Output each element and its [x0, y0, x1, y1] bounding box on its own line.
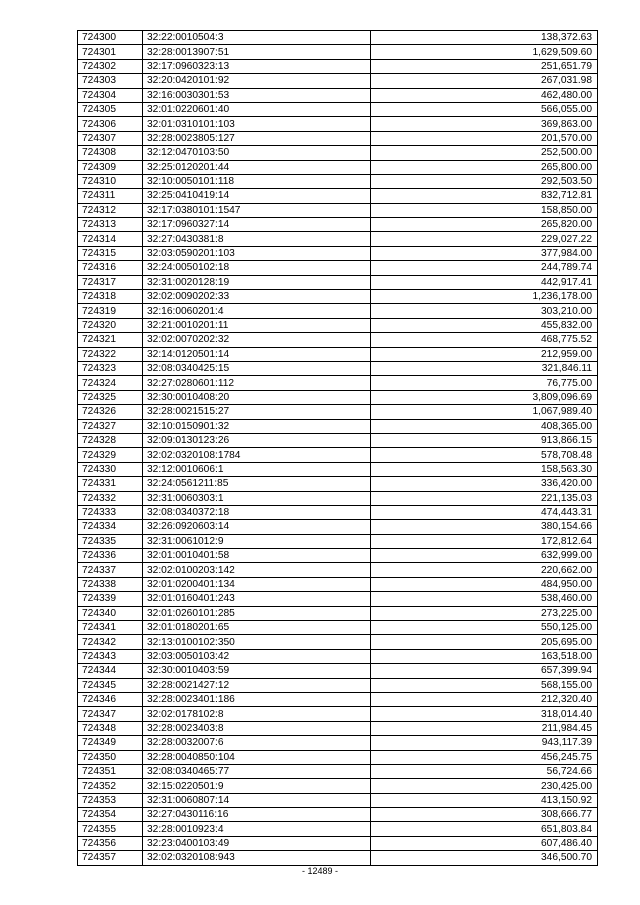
table-row — [78, 721, 598, 735]
table-row — [78, 333, 598, 347]
cadastral-number-cell: 32:30:0010408:20 — [143, 390, 371, 404]
amount-cell: 336,420.00 — [371, 477, 598, 491]
table-row — [78, 678, 598, 692]
cadastral-number-cell: 32:22:0010504:3 — [143, 31, 371, 45]
record-id-cell: 724322 — [78, 347, 143, 361]
record-id-cell: 724354 — [78, 808, 143, 822]
table-row — [78, 692, 598, 706]
cadastral-number-cell: 32:03:0050103:42 — [143, 649, 371, 663]
cadastral-number-cell: 32:10:0050101:118 — [143, 174, 371, 188]
record-id-cell: 724340 — [78, 606, 143, 620]
record-id-cell: 724345 — [78, 678, 143, 692]
table-row — [78, 347, 598, 361]
amount-cell: 230,425.00 — [371, 779, 598, 793]
table-row — [78, 203, 598, 217]
cadastral-number-cell: 32:08:0340372:18 — [143, 505, 371, 519]
amount-cell: 550,125.00 — [371, 621, 598, 635]
cadastral-number-cell: 32:10:0150901:32 — [143, 419, 371, 433]
amount-cell: 292,503.50 — [371, 174, 598, 188]
record-id-cell: 724357 — [78, 851, 143, 865]
record-id-cell: 724313 — [78, 218, 143, 232]
record-id-cell: 724336 — [78, 549, 143, 563]
cadastral-number-cell: 32:25:0410419:14 — [143, 189, 371, 203]
cadastral-number-cell: 32:01:0310101:103 — [143, 117, 371, 131]
table-row — [78, 505, 598, 519]
record-id-cell: 724338 — [78, 577, 143, 591]
record-id-cell: 724346 — [78, 692, 143, 706]
cadastral-number-cell: 32:31:0020128:19 — [143, 275, 371, 289]
cadastral-number-cell: 32:02:0070202:32 — [143, 333, 371, 347]
record-id-cell: 724321 — [78, 333, 143, 347]
cadastral-number-cell: 32:27:0430381:8 — [143, 232, 371, 246]
cadastral-number-cell: 32:24:0050102:18 — [143, 261, 371, 275]
table-row — [78, 174, 598, 188]
records-table — [77, 30, 598, 866]
record-id-cell: 724344 — [78, 664, 143, 678]
table-row — [78, 261, 598, 275]
amount-cell: 318,014.40 — [371, 707, 598, 721]
cadastral-number-cell: 32:23:0400103:49 — [143, 836, 371, 850]
cadastral-number-cell: 32:16:0030301:53 — [143, 88, 371, 102]
amount-cell: 566,055.00 — [371, 102, 598, 116]
record-id-cell: 724343 — [78, 649, 143, 663]
amount-cell: 408,365.00 — [371, 419, 598, 433]
amount-cell: 607,486.40 — [371, 836, 598, 850]
amount-cell: 201,570.00 — [371, 131, 598, 145]
table-row — [78, 520, 598, 534]
amount-cell: 138,372.63 — [371, 31, 598, 45]
cadastral-number-cell: 32:01:0160401:243 — [143, 592, 371, 606]
record-id-cell: 724323 — [78, 361, 143, 375]
amount-cell: 369,863.00 — [371, 117, 598, 131]
table-row — [78, 707, 598, 721]
record-id-cell: 724324 — [78, 376, 143, 390]
table-row — [78, 304, 598, 318]
record-id-cell: 724350 — [78, 750, 143, 764]
amount-cell: 265,820.00 — [371, 218, 598, 232]
amount-cell: 913,866.15 — [371, 433, 598, 447]
record-id-cell: 724335 — [78, 534, 143, 548]
table-row — [78, 808, 598, 822]
cadastral-number-cell: 32:28:0032007:6 — [143, 736, 371, 750]
amount-cell: 578,708.48 — [371, 448, 598, 462]
table-row — [78, 390, 598, 404]
record-id-cell: 724325 — [78, 390, 143, 404]
amount-cell: 651,803.84 — [371, 822, 598, 836]
amount-cell: 346,500.70 — [371, 851, 598, 865]
cadastral-number-cell: 32:28:0021427:12 — [143, 678, 371, 692]
amount-cell: 212,959.00 — [371, 347, 598, 361]
table-row — [78, 117, 598, 131]
amount-cell: 221,135.03 — [371, 491, 598, 505]
record-id-cell: 724339 — [78, 592, 143, 606]
record-id-cell: 724306 — [78, 117, 143, 131]
cadastral-number-cell: 32:16:0060201:4 — [143, 304, 371, 318]
cadastral-number-cell: 32:28:0010923:4 — [143, 822, 371, 836]
amount-cell: 413,150.92 — [371, 793, 598, 807]
amount-cell: 211,984.45 — [371, 721, 598, 735]
table-row — [78, 218, 598, 232]
table-row — [78, 59, 598, 73]
amount-cell: 1,236,178.00 — [371, 290, 598, 304]
record-id-cell: 724330 — [78, 462, 143, 476]
record-id-cell: 724351 — [78, 764, 143, 778]
amount-cell: 468,775.52 — [371, 333, 598, 347]
record-id-cell: 724327 — [78, 419, 143, 433]
cadastral-number-cell: 32:24:0561211:85 — [143, 477, 371, 491]
amount-cell: 267,031.98 — [371, 74, 598, 88]
table-row — [78, 462, 598, 476]
amount-cell: 321,846.11 — [371, 361, 598, 375]
table-row — [78, 433, 598, 447]
table-row — [78, 275, 598, 289]
record-id-cell: 724342 — [78, 635, 143, 649]
table-row — [78, 160, 598, 174]
amount-cell: 251,651.79 — [371, 59, 598, 73]
cadastral-number-cell: 32:20:0420101:92 — [143, 74, 371, 88]
record-id-cell: 724307 — [78, 131, 143, 145]
amount-cell: 158,563.30 — [371, 462, 598, 476]
record-id-cell: 724320 — [78, 318, 143, 332]
amount-cell: 252,500.00 — [371, 146, 598, 160]
record-id-cell: 724328 — [78, 433, 143, 447]
amount-cell: 538,460.00 — [371, 592, 598, 606]
table-row — [78, 376, 598, 390]
table-row — [78, 290, 598, 304]
table-row — [78, 592, 598, 606]
cadastral-number-cell: 32:27:0280601:112 — [143, 376, 371, 390]
table-row — [78, 45, 598, 59]
cadastral-number-cell: 32:01:0260101:285 — [143, 606, 371, 620]
table-row — [78, 606, 598, 620]
record-id-cell: 724353 — [78, 793, 143, 807]
record-id-cell: 724316 — [78, 261, 143, 275]
table-row — [78, 649, 598, 663]
amount-cell: 303,210.00 — [371, 304, 598, 318]
table-row — [78, 232, 598, 246]
amount-cell: 205,695.00 — [371, 635, 598, 649]
record-id-cell: 724301 — [78, 45, 143, 59]
record-id-cell: 724312 — [78, 203, 143, 217]
table-row — [78, 361, 598, 375]
amount-cell: 56,724.66 — [371, 764, 598, 778]
cadastral-number-cell: 32:01:0010401:58 — [143, 549, 371, 563]
amount-cell: 273,225.00 — [371, 606, 598, 620]
cadastral-number-cell: 32:02:0090202:33 — [143, 290, 371, 304]
table-row — [78, 246, 598, 260]
table-row — [78, 750, 598, 764]
cadastral-number-cell: 32:02:0320108:943 — [143, 851, 371, 865]
amount-cell: 484,950.00 — [371, 577, 598, 591]
record-id-cell: 724326 — [78, 405, 143, 419]
amount-cell: 474,443.31 — [371, 505, 598, 519]
record-id-cell: 724315 — [78, 246, 143, 260]
record-id-cell: 724337 — [78, 563, 143, 577]
cadastral-number-cell: 32:14:0120501:14 — [143, 347, 371, 361]
cadastral-number-cell: 32:01:0200401:134 — [143, 577, 371, 591]
record-id-cell: 724310 — [78, 174, 143, 188]
cadastral-number-cell: 32:15:0220501:9 — [143, 779, 371, 793]
amount-cell: 657,399.94 — [371, 664, 598, 678]
table-row — [78, 477, 598, 491]
record-id-cell: 724304 — [78, 88, 143, 102]
table-row — [78, 189, 598, 203]
table-row — [78, 577, 598, 591]
record-id-cell: 724302 — [78, 59, 143, 73]
amount-cell: 158,850.00 — [371, 203, 598, 217]
record-id-cell: 724332 — [78, 491, 143, 505]
page-number: - 12489 - — [301, 866, 339, 876]
record-id-cell: 724314 — [78, 232, 143, 246]
table-row — [78, 851, 598, 865]
cadastral-number-cell: 32:02:0100203:142 — [143, 563, 371, 577]
cadastral-number-cell: 32:09:0130123:26 — [143, 433, 371, 447]
cadastral-number-cell: 32:01:0220601:40 — [143, 102, 371, 116]
table-row — [78, 102, 598, 116]
record-id-cell: 724308 — [78, 146, 143, 160]
cadastral-number-cell: 32:17:0380101:1547 — [143, 203, 371, 217]
table-row — [78, 621, 598, 635]
table-row — [78, 31, 598, 45]
amount-cell: 456,245.75 — [371, 750, 598, 764]
table-row — [78, 563, 598, 577]
amount-cell: 3,809,096.69 — [371, 390, 598, 404]
table-row — [78, 736, 598, 750]
table-row — [78, 779, 598, 793]
table-row — [78, 405, 598, 419]
cadastral-number-cell: 32:08:0340465:77 — [143, 764, 371, 778]
table-row — [78, 88, 598, 102]
table-row — [78, 131, 598, 145]
amount-cell: 442,917.41 — [371, 275, 598, 289]
cadastral-number-cell: 32:01:0180201:65 — [143, 621, 371, 635]
amount-cell: 943,117.39 — [371, 736, 598, 750]
amount-cell: 632,999.00 — [371, 549, 598, 563]
amount-cell: 377,984.00 — [371, 246, 598, 260]
record-id-cell: 724341 — [78, 621, 143, 635]
record-id-cell: 724349 — [78, 736, 143, 750]
table-row — [78, 793, 598, 807]
amount-cell: 244,789.74 — [371, 261, 598, 275]
cadastral-number-cell: 32:12:0470103:50 — [143, 146, 371, 160]
amount-cell: 265,800.00 — [371, 160, 598, 174]
table-row — [78, 764, 598, 778]
cadastral-number-cell: 32:21:0010201:11 — [143, 318, 371, 332]
record-id-cell: 724305 — [78, 102, 143, 116]
record-id-cell: 724309 — [78, 160, 143, 174]
amount-cell: 832,712.81 — [371, 189, 598, 203]
record-id-cell: 724319 — [78, 304, 143, 318]
record-id-cell: 724352 — [78, 779, 143, 793]
cadastral-number-cell: 32:28:0013907:51 — [143, 45, 371, 59]
cadastral-number-cell: 32:17:0960327:14 — [143, 218, 371, 232]
record-id-cell: 724333 — [78, 505, 143, 519]
table-row — [78, 74, 598, 88]
cadastral-number-cell: 32:28:0040850:104 — [143, 750, 371, 764]
table-row — [78, 635, 598, 649]
record-id-cell: 724356 — [78, 836, 143, 850]
cadastral-number-cell: 32:31:0061012:9 — [143, 534, 371, 548]
table-row — [78, 822, 598, 836]
amount-cell: 76,775.00 — [371, 376, 598, 390]
amount-cell: 229,027.22 — [371, 232, 598, 246]
cadastral-number-cell: 32:02:0320108:1784 — [143, 448, 371, 462]
record-id-cell: 724334 — [78, 520, 143, 534]
cadastral-number-cell: 32:08:0340425:15 — [143, 361, 371, 375]
amount-cell: 308,666.77 — [371, 808, 598, 822]
table-row — [78, 419, 598, 433]
table-row — [78, 664, 598, 678]
amount-cell: 220,662.00 — [371, 563, 598, 577]
cadastral-number-cell: 32:28:0023401:186 — [143, 692, 371, 706]
cadastral-number-cell: 32:02:0178102:8 — [143, 707, 371, 721]
amount-cell: 1,067,989.40 — [371, 405, 598, 419]
record-id-cell: 724311 — [78, 189, 143, 203]
table-row — [78, 146, 598, 160]
record-id-cell: 724317 — [78, 275, 143, 289]
cadastral-number-cell: 32:30:0010403:59 — [143, 664, 371, 678]
cadastral-number-cell: 32:17:0960323:13 — [143, 59, 371, 73]
cadastral-number-cell: 32:25:0120201:44 — [143, 160, 371, 174]
cadastral-number-cell: 32:13:0100102:350 — [143, 635, 371, 649]
cadastral-number-cell: 32:28:0023805:127 — [143, 131, 371, 145]
record-id-cell: 724318 — [78, 290, 143, 304]
amount-cell: 1,629,509.60 — [371, 45, 598, 59]
table-row — [78, 448, 598, 462]
record-id-cell: 724331 — [78, 477, 143, 491]
amount-cell: 380,154.66 — [371, 520, 598, 534]
cadastral-number-cell: 32:28:0023403:8 — [143, 721, 371, 735]
records-table-body — [78, 31, 598, 866]
table-row — [78, 534, 598, 548]
cadastral-number-cell: 32:28:0021515:27 — [143, 405, 371, 419]
amount-cell: 163,518.00 — [371, 649, 598, 663]
amount-cell: 462,480.00 — [371, 88, 598, 102]
amount-cell: 568,155.00 — [371, 678, 598, 692]
table-row — [78, 836, 598, 850]
cadastral-number-cell: 32:31:0060807:14 — [143, 793, 371, 807]
cadastral-number-cell: 32:03:0590201:103 — [143, 246, 371, 260]
record-id-cell: 724355 — [78, 822, 143, 836]
cadastral-number-cell: 32:12:0010606:1 — [143, 462, 371, 476]
amount-cell: 212,320.40 — [371, 692, 598, 706]
record-id-cell: 724300 — [78, 31, 143, 45]
record-id-cell: 724347 — [78, 707, 143, 721]
amount-cell: 455,832.00 — [371, 318, 598, 332]
cadastral-number-cell: 32:27:0430116:16 — [143, 808, 371, 822]
amount-cell: 172,812.64 — [371, 534, 598, 548]
table-row — [78, 491, 598, 505]
record-id-cell: 724348 — [78, 721, 143, 735]
cadastral-number-cell: 32:26:0920603:14 — [143, 520, 371, 534]
record-id-cell: 724303 — [78, 74, 143, 88]
table-row — [78, 318, 598, 332]
record-id-cell: 724329 — [78, 448, 143, 462]
cadastral-number-cell: 32:31:0060303:1 — [143, 491, 371, 505]
table-row — [78, 549, 598, 563]
